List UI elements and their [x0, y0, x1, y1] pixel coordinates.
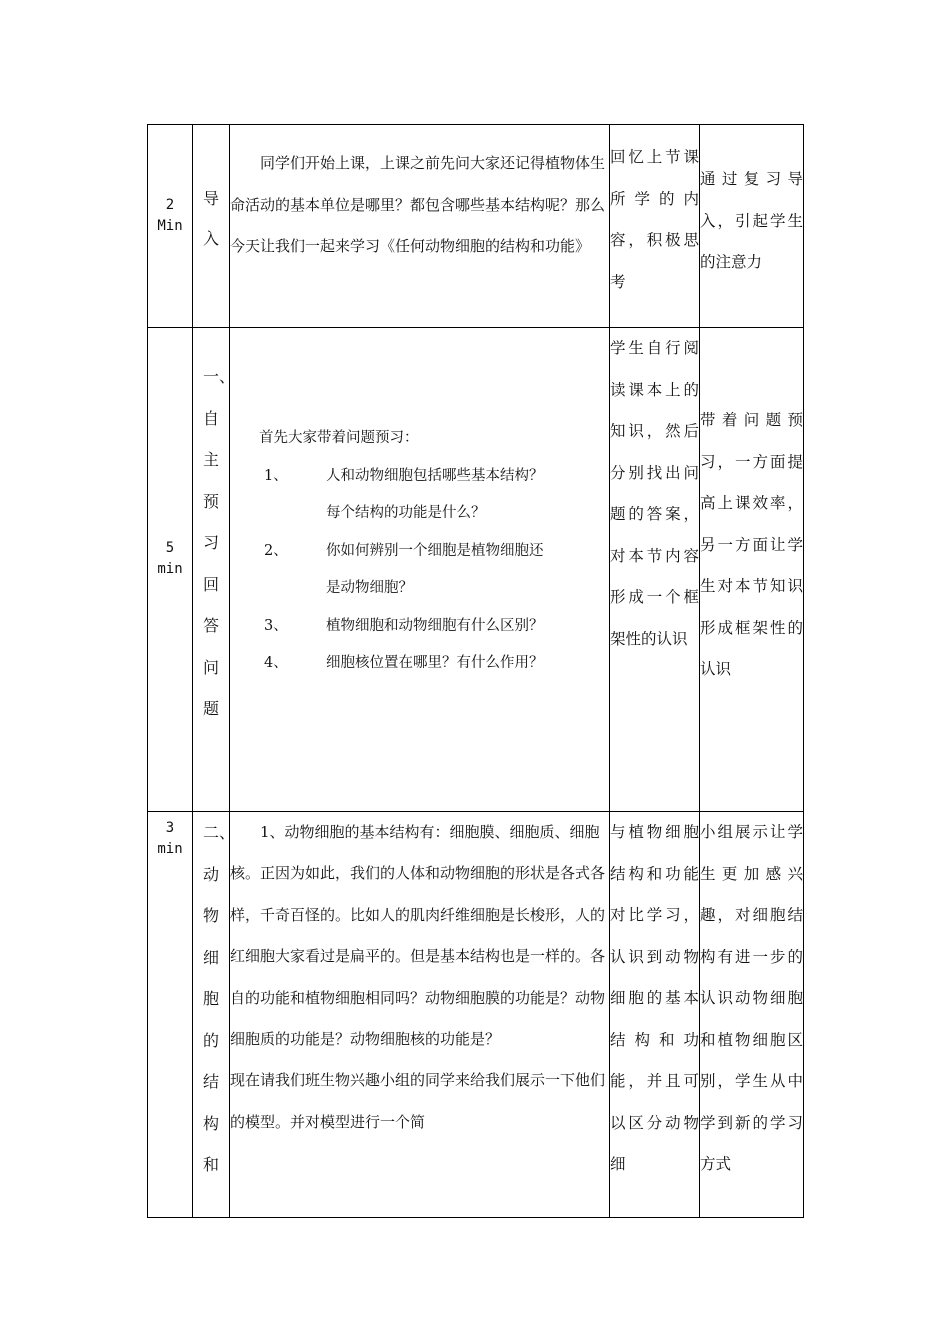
content-cell — [230, 125, 610, 328]
content-paragraph: 现在请我们班生物兴趣小组的同学来给我们展示一下他们的模型。并对模型进行一个简 — [230, 1071, 606, 1131]
stage-label: 导入 — [203, 189, 220, 248]
time-cell — [148, 125, 193, 328]
time-value: 2 — [165, 197, 175, 213]
design-intent-cell — [700, 125, 804, 328]
time-unit: Min — [157, 218, 183, 234]
stage-cell — [193, 125, 230, 328]
student-activity-cell — [610, 328, 700, 812]
question-item: 4、 细胞核位置在哪里？有什么作用？ — [230, 645, 609, 683]
question-text: 细胞核位置在哪里？有什么作用？ — [326, 655, 544, 671]
time-cell — [148, 328, 193, 812]
stage-cell — [193, 328, 236, 812]
student-activity-cell — [610, 812, 700, 1218]
content-paragraph: 1、动物细胞的基本结构有：细胞膜、细胞质、细胞核。正因为如此，我们的人体和动物细胞的形状是各式各样，千奇百怪的。比如人的肌肉纤维细胞是长梭形，人的红细胞大家看过是扁平的。但是基本结构也是一样的。各自的功能和植物细胞相同吗？动物细胞膜的功能是？动物细胞质的功能是？动物细胞核的功能是？ — [230, 823, 606, 1049]
design-intent-cell — [700, 812, 804, 1218]
question-item: 3、 植物细胞和动物细胞有什么区别？ — [230, 608, 609, 646]
stage-label: 二、动物细胞的结构和 — [203, 823, 236, 1174]
question-text: 人和动物细胞包括哪些基本结构？ — [326, 467, 544, 484]
question-text: 你如何辨别一个细胞是植物细胞还 — [326, 542, 544, 559]
student-activity: 学生自行阅读课本上的知识，然后分别找出问题的答案，对本节内容形成一个框架性的认识 — [610, 339, 699, 648]
table-row — [148, 812, 804, 1218]
design-intent: 通过复习导入，引起学生的注意力 — [700, 170, 803, 271]
preview-intro: 首先大家带着问题预习： — [259, 430, 419, 446]
student-activity: 与植物细胞结构和功能对比学习，认识到动物细胞的基本结构和功能，并且可以区分动物细 — [610, 823, 699, 1173]
question-text: 植物细胞和动物细胞有什么区别？ — [326, 617, 544, 634]
question-text-cont: 是动物细胞？ — [326, 580, 413, 596]
content-intro: 同学们开始上课，上课之前先问大家还记得植物体生命活动的基本单位是哪里？都包含哪些基本结构呢？那么今天让我们一起来学习《任何动物细胞的结构和功能》 — [230, 154, 606, 255]
design-intent: 小组展示让学生更加感兴趣，对细胞结构有进一步的认识动物细胞和植物细胞区别，学生从中学到新的学习方式 — [700, 823, 803, 1173]
time-value: 5 — [165, 540, 175, 556]
time-cell — [148, 812, 193, 1218]
question-item: 2、 你如何辨别一个细胞是植物细胞还 是动物细胞？ — [230, 533, 609, 608]
stage-cell — [193, 812, 236, 1218]
question-item: 1、 人和动物细胞包括哪些基本结构？ 每个结构的功能是什么？ — [230, 458, 609, 533]
lesson-plan-table — [147, 124, 804, 1218]
time-value: 3 — [165, 820, 175, 836]
content-cell — [230, 328, 610, 812]
design-intent: 带着问题预习，一方面提高上课效率，另一方面让学生对本节知识形成框架性的认识 — [700, 411, 803, 678]
table-row — [148, 125, 804, 328]
time-unit: min — [157, 841, 183, 857]
table-row — [148, 328, 804, 812]
stage-label: 一、自主预习回答问题 — [203, 367, 236, 718]
question-text-cont: 每个结构的功能是什么？ — [326, 505, 486, 521]
student-activity-cell — [610, 125, 700, 328]
student-activity: 回忆上节课所学的内容，积极思考 — [610, 148, 699, 291]
time-unit: min — [157, 561, 183, 577]
design-intent-cell — [700, 328, 804, 812]
content-cell — [230, 812, 610, 1218]
